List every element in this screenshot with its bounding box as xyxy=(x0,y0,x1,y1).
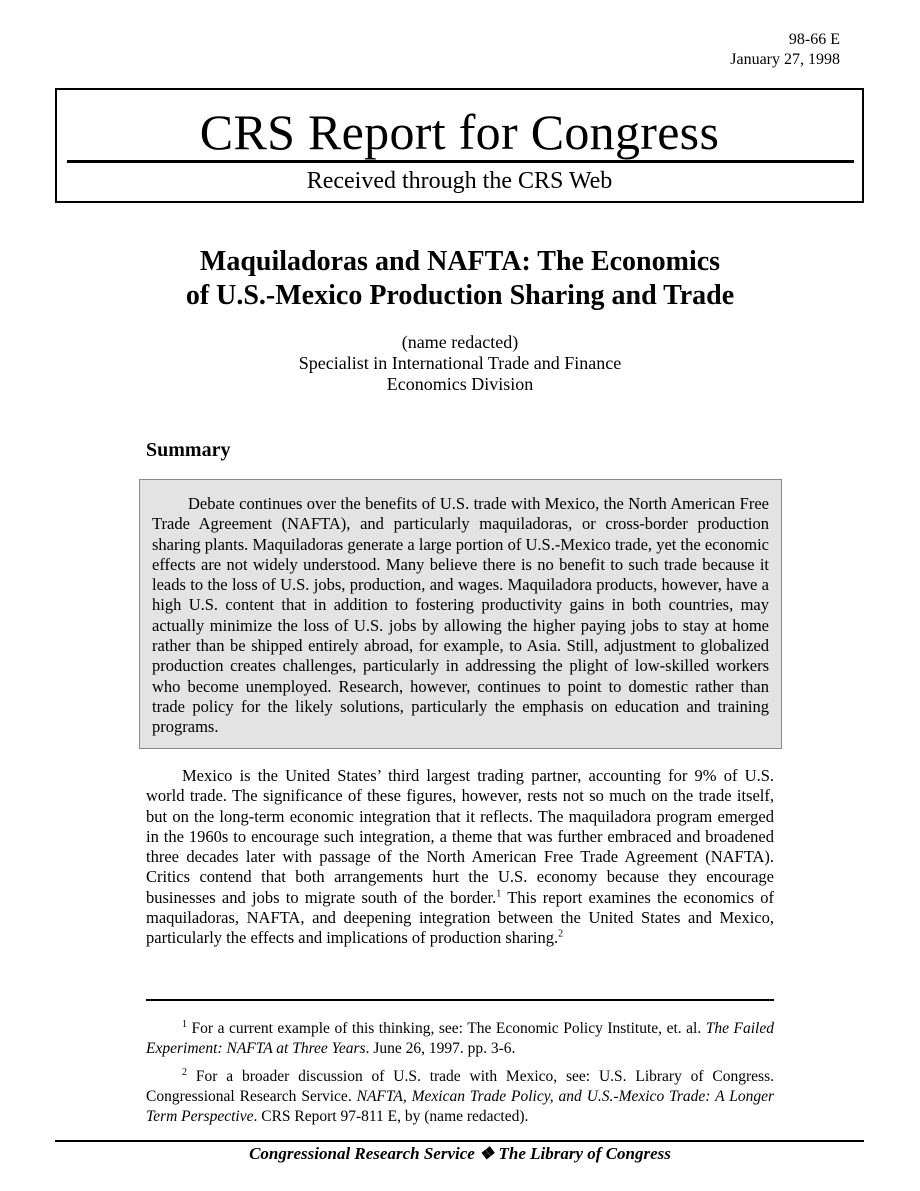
footnote-ref-1: 1 xyxy=(496,888,502,900)
body-paragraph xyxy=(146,766,774,949)
banner-title: CRS Report for Congress xyxy=(199,104,720,160)
footnote-2 xyxy=(146,1067,774,1127)
author-division: Economics Division xyxy=(386,374,534,394)
summary-heading: Summary xyxy=(146,439,231,461)
document-title-line-1: Maquiladoras and NAFTA: The Economics xyxy=(199,246,721,277)
document-title-line-2: of U.S.-Mexico Production Sharing and Trade xyxy=(185,280,735,311)
footer-rule xyxy=(55,1140,864,1142)
page-footer: Congressional Research Service ❖ The Library of Congress xyxy=(249,1144,671,1163)
crs-banner xyxy=(55,88,864,203)
banner-rule xyxy=(67,160,854,163)
footnote-1 xyxy=(146,1019,774,1059)
footnote-1-text: For a current example of this thinking, see: The Economic Policy Institute, et. al. xyxy=(187,1020,706,1037)
footnote-1-number: 1 xyxy=(182,1018,187,1030)
author-title: Specialist in International Trade and Finance xyxy=(298,353,622,373)
summary-box xyxy=(139,479,782,749)
summary-text: Debate continues over the benefits of U.S. trade with Mexico, the North American Free Trade Agreement (NAFTA), and particularly maquiladoras, or cross-border production sharing plants. Maquiladoras generate a large portion of U.S.-Mexico trade, yet the economic effects are not widely understood. Many believe there is no benefit to such trade because it leads to the loss of U.S. jobs, production, and wages. Maquiladora products, however, have a high U.S. content that in addition to fostering productivity gains in both countries, may actually minimize the loss of U.S. jobs by allowing the higher paying jobs to stay at home rather than be shipped entirely abroad, for example, to Asia. Still, adjustment to globalized production creates challenges, particularly in addressing the plight of low-skilled workers who become unemployed. Research, however, continues to point to domestic rather than trade policy for the likely solutions, particularly the emphasis on education and training programs. xyxy=(152,494,769,737)
footnote-1-title: The Failed Experiment: NAFTA at Three Years xyxy=(146,1020,774,1057)
report-date: January 27, 1998 xyxy=(730,51,840,68)
document-title xyxy=(0,245,920,313)
report-number: 98-66 E xyxy=(788,31,840,48)
body-text-part-2: This report examines the economics of maquiladoras, NAFTA, and deepening integration between the United States and Mexico, particularly the effects and implications of production sharing. xyxy=(146,887,774,948)
footnote-2-title: NAFTA, Mexican Trade Policy, and U.S.-Mexico Trade: A Longer Term Perspective xyxy=(146,1088,774,1125)
body-text-part-1: Mexico is the United States’ third largest trading partner, accounting for 9% of U.S. world trade. The significance of these figures, however, rests not so much on the trade itself, but on the long-term economic integration that it reflects. The maquiladora program emerged in the 1960s to encourage such integration, a theme that was further embraced and broadened three decades later with passage of the North American Free Trade Agreement (NAFTA). Critics contend that both arrangements hurt the U.S. economy because they encourage businesses and jobs to migrate south of the border. xyxy=(146,766,774,907)
author-block xyxy=(0,332,920,395)
footnote-ref-2: 2 xyxy=(558,928,564,940)
footnote-1-after: . June 26, 1997. pp. 3-6. xyxy=(365,1040,516,1057)
footnote-2-number: 2 xyxy=(182,1066,187,1078)
banner-subtitle: Received through the CRS Web xyxy=(306,168,613,194)
report-meta xyxy=(730,30,840,70)
footnote-2-text: For a broader discussion of U.S. trade with Mexico, see: U.S. Library of Congress. Congressional Research Service. xyxy=(146,1068,774,1105)
author-name: (name redacted) xyxy=(401,332,519,352)
footnote-rule xyxy=(146,999,774,1001)
footnote-2-after: . CRS Report 97-811 E, by (name redacted). xyxy=(253,1108,529,1125)
